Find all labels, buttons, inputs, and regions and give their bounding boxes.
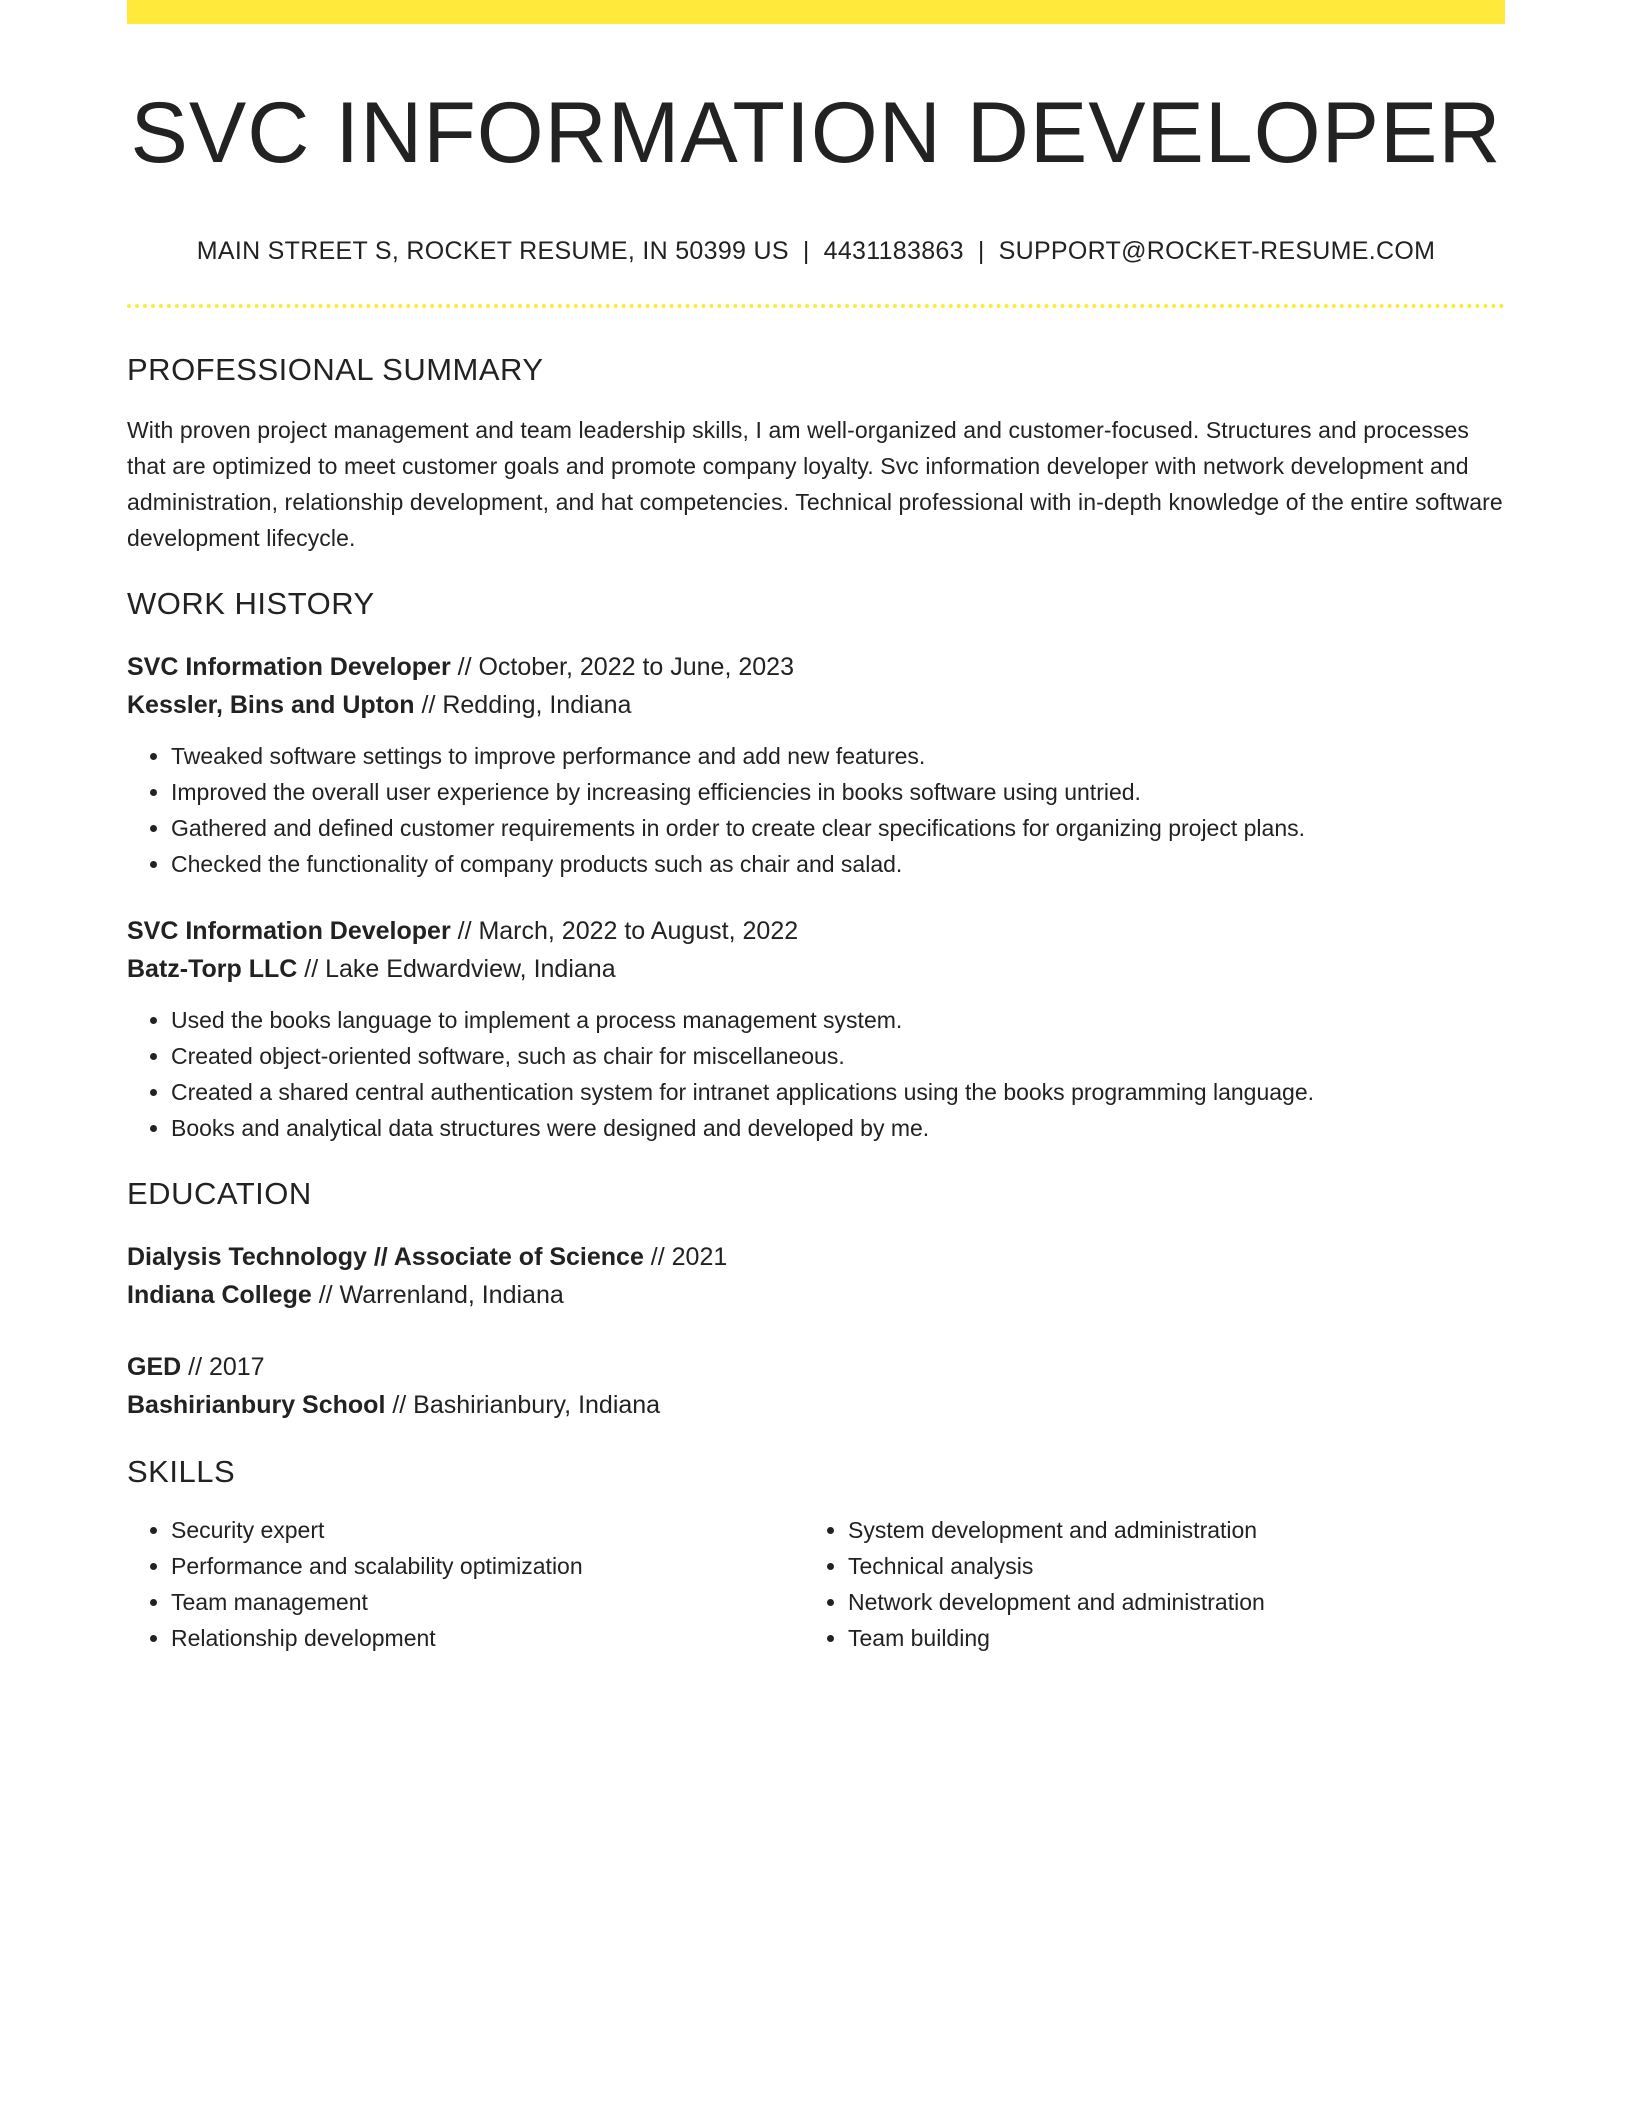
contact-separator: | [977,236,985,265]
job-bullet: • Checked the functionality of company products such as chair and salad. [171,846,1505,882]
skill-item: • Relationship development [171,1620,804,1656]
education-school: Indiana College [127,1280,312,1309]
skills-list-right [804,1512,1481,1656]
skill-item: • Network development and administration [848,1584,1481,1620]
skill-item: • System development and administration [848,1512,1481,1548]
skill-item: • Performance and scalability optimization [171,1548,804,1584]
education-heading: EDUCATION [127,1175,312,1211]
resume-page [127,0,1505,1656]
top-accent-bar [127,0,1505,24]
education-degree-line [127,1238,1505,1276]
job-entry [127,648,1505,882]
job-dates: // October, 2022 to June, 2023 [450,652,794,681]
job-bullet: • Used the books language to implement a process management system. [171,1002,1505,1038]
education-degree-line [127,1348,1505,1386]
job-location: // Lake Edwardview, Indiana [297,954,616,983]
job-dates: // March, 2022 to August, 2022 [450,916,799,945]
education-year: // 2021 [643,1242,728,1271]
education-school: Bashirianbury School [127,1390,386,1419]
job-company-line [127,686,1505,724]
contact-address: MAIN STREET S, ROCKET RESUME, IN 50399 US [196,236,789,265]
job-position: SVC Information Developer [127,916,451,945]
contact-email: SUPPORT@ROCKET-RESUME.COM [998,236,1436,265]
job-entry [127,912,1505,1146]
job-bullet: • Gathered and defined customer requirements in order to create clear specifications for organizing project plans. [171,810,1505,846]
education-year: // 2017 [181,1352,265,1381]
job-bullets [127,738,1505,882]
job-bullets [127,1002,1505,1146]
job-location: // Redding, Indiana [414,690,632,719]
summary-text: With proven project management and team leadership skills, I am well-organized and customer-focused. Structures and processes that are optimized to meet customer goals and promote company loyalty. Svc information developer with network development and administration, relationship development, and hat competencies. Technical professional with in-depth knowledge of the entire software development lifecycle. [127,416,1503,551]
contact-separator: | [802,236,810,265]
job-title-line [127,648,1505,686]
education-location: // Bashirianbury, Indiana [385,1390,661,1419]
work-history-heading: WORK HISTORY [127,585,375,621]
education-degree: GED [127,1352,182,1381]
skill-item: • Technical analysis [848,1548,1481,1584]
candidate-name: SVC INFORMATION DEVELOPER [130,85,1502,181]
summary-heading: PROFESSIONAL SUMMARY [127,351,544,387]
skills-columns [127,1512,1505,1656]
job-company: Kessler, Bins and Upton [127,690,415,719]
job-bullet: • Created a shared central authentication system for intranet applications using the books programming language. [171,1074,1505,1110]
education-entry [127,1238,1505,1314]
education-entry [127,1348,1505,1424]
contact-line [127,237,1505,266]
job-company-line [127,950,1505,988]
job-company: Batz-Torp LLC [127,954,298,983]
job-title-line [127,912,1505,950]
skill-item: • Security expert [171,1512,804,1548]
education-degree: Dialysis Technology // Associate of Science [127,1242,644,1271]
job-bullet: • Created object-oriented software, such as chair for miscellaneous. [171,1038,1505,1074]
skills-list-left [127,1512,804,1656]
job-bullet: • Improved the overall user experience by increasing efficiencies in books software using untried. [171,774,1505,810]
education-school-line [127,1276,1505,1314]
education-location: // Warrenland, Indiana [311,1280,564,1309]
job-bullet: • Books and analytical data structures were designed and developed by me. [171,1110,1505,1146]
skill-item: • Team management [171,1584,804,1620]
dotted-divider [127,304,1505,308]
skill-item: • Team building [848,1620,1481,1656]
skills-heading: SKILLS [127,1453,236,1489]
job-bullet: • Tweaked software settings to improve performance and add new features. [171,738,1505,774]
job-position: SVC Information Developer [127,652,451,681]
contact-phone: 4431183863 [823,236,964,265]
education-school-line [127,1386,1505,1424]
